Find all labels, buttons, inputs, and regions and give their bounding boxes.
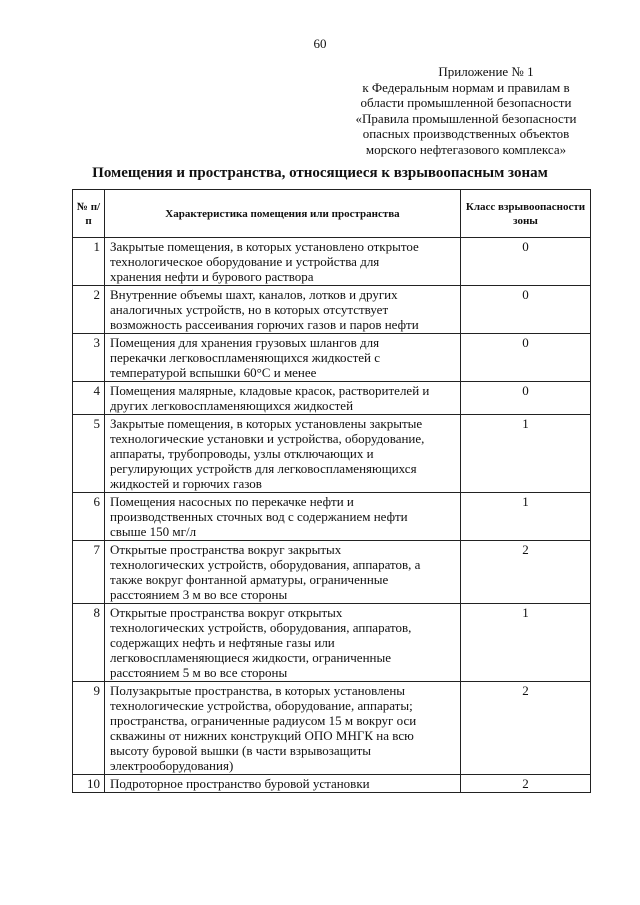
row-number: 3 — [73, 334, 105, 382]
description-line: регулирующих устройств для легковоспламеняющихся — [110, 461, 417, 476]
row-number: 8 — [73, 604, 105, 682]
row-number: 1 — [73, 238, 105, 286]
row-description — [105, 775, 461, 793]
page-number: 60 — [313, 36, 327, 51]
row-number: 7 — [73, 541, 105, 604]
table-header-row — [73, 190, 591, 238]
description-line: технологических устройств, оборудования, аппаратов, а — [110, 557, 421, 572]
description-line: технологические установки и устройства, оборудование, — [110, 431, 425, 446]
appendix-line: области промышленной безопасности — [360, 95, 572, 110]
row-description — [105, 238, 461, 286]
row-zone-class: 2 — [461, 541, 591, 604]
row-zone-class: 1 — [461, 493, 591, 541]
description-line: Помещения малярные, кладовые красок, растворителей и — [110, 383, 430, 398]
zones-table — [72, 189, 591, 793]
description-line: других легковоспламеняющихся жидкостей — [110, 398, 354, 413]
description-line: температурой вспышки 60°С и менее — [110, 365, 317, 380]
header-zone-class: Класс взрывоопасности зоны — [461, 190, 591, 238]
description-line: аппараты, трубопроводы, узлы отключающих и — [110, 446, 374, 461]
row-number: 2 — [73, 286, 105, 334]
description-line: Открытые пространства вокруг закрытых — [110, 542, 342, 557]
description-line: Открытые пространства вокруг открытых — [110, 605, 343, 620]
description-line: электрооборудования) — [110, 758, 234, 773]
table-row — [73, 493, 591, 541]
description-line: Помещения насосных по перекачке нефти и — [110, 494, 354, 509]
row-description — [105, 415, 461, 493]
table-row — [73, 286, 591, 334]
description-line: содержащих нефть и нефтяные газы или — [110, 635, 335, 650]
description-line: производственных сточных вод с содержанием нефти — [110, 509, 408, 524]
appendix-line: морского нефтегазового комплекса» — [365, 141, 567, 157]
row-description — [105, 541, 461, 604]
appendix-block — [346, 64, 586, 157]
description-line: свыше 150 мг/л — [110, 524, 197, 539]
description-line: пространства, ограниченные радиусом 15 м вокруг оси — [110, 713, 417, 728]
table-row — [73, 415, 591, 493]
description-line: расстоянием 5 м во все стороны — [110, 665, 288, 680]
description-line: жидкостей и горючих газов — [110, 476, 262, 491]
table-row — [73, 382, 591, 415]
row-number: 6 — [73, 493, 105, 541]
row-zone-class: 2 — [461, 682, 591, 775]
description-line: технологические устройства, оборудование, аппараты; — [110, 698, 413, 713]
row-description — [105, 493, 461, 541]
row-description — [105, 604, 461, 682]
description-line: Полузакрытые пространства, в которых установлены — [110, 683, 406, 698]
description-line: Закрытые помещения, в которых установлены закрытые — [110, 416, 423, 431]
description-line: перекачки легковоспламеняющихся жидкостей с — [110, 350, 380, 365]
table-row — [73, 334, 591, 382]
row-description — [105, 334, 461, 382]
description-line: Закрытые помещения, в которых установлено открытое — [110, 239, 419, 254]
description-line: возможность рассеивания горючих газов и паров нефти — [110, 317, 419, 332]
description-line: Подроторное пространство буровой установки — [110, 776, 370, 791]
row-number: 9 — [73, 682, 105, 775]
table-row — [73, 682, 591, 775]
description-line: Внутренние объемы шахт, каналов, лотков и других — [110, 287, 398, 302]
row-zone-class: 1 — [461, 415, 591, 493]
appendix-line: «Правила промышленной безопасности — [355, 110, 577, 126]
row-description — [105, 286, 461, 334]
row-zone-class: 0 — [461, 382, 591, 415]
row-description — [105, 682, 461, 775]
description-line: технологических устройств, оборудования, аппаратов, — [110, 620, 412, 635]
description-line: хранения нефти и бурового раствора — [110, 269, 314, 284]
table-row — [73, 541, 591, 604]
description-line: Помещения для хранения грузовых шлангов для — [110, 335, 380, 350]
row-zone-class: 1 — [461, 604, 591, 682]
description-line: высоту буровой вышки (в части взрывозащиты — [110, 743, 372, 758]
description-line: расстоянием 3 м во все стороны — [110, 587, 288, 602]
header-num: № п/п — [73, 190, 105, 238]
row-zone-class: 0 — [461, 334, 591, 382]
appendix-line: опасных производственных объектов — [362, 126, 570, 141]
row-zone-class: 0 — [461, 238, 591, 286]
appendix-line: к Федеральным нормам и правилам в — [362, 79, 570, 95]
appendix-line: Приложение № 1 — [438, 64, 534, 79]
row-zone-class: 0 — [461, 286, 591, 334]
row-number: 10 — [73, 775, 105, 793]
description-line: технологическое оборудование и устройства для — [110, 254, 380, 269]
header-description: Характеристика помещения или пространства — [105, 190, 461, 238]
table-row — [73, 604, 591, 682]
description-line: легковоспламеняющиеся жидкости, ограниченные — [110, 650, 391, 665]
document-title: Помещения и пространства, относящиеся к взрывоопасным зонам — [92, 165, 548, 181]
row-zone-class: 2 — [461, 775, 591, 793]
table-body — [73, 238, 591, 793]
description-line: скважины от нижних конструкций ОПО МНГК на всю — [110, 728, 414, 743]
description-line: также вокруг фонтанной арматуры, ограниченные — [110, 572, 389, 587]
row-number: 4 — [73, 382, 105, 415]
row-number: 5 — [73, 415, 105, 493]
description-line: аналогичных устройств, но в которых отсутствует — [110, 302, 389, 317]
table-row — [73, 238, 591, 286]
table-row — [73, 775, 591, 793]
row-description — [105, 382, 461, 415]
